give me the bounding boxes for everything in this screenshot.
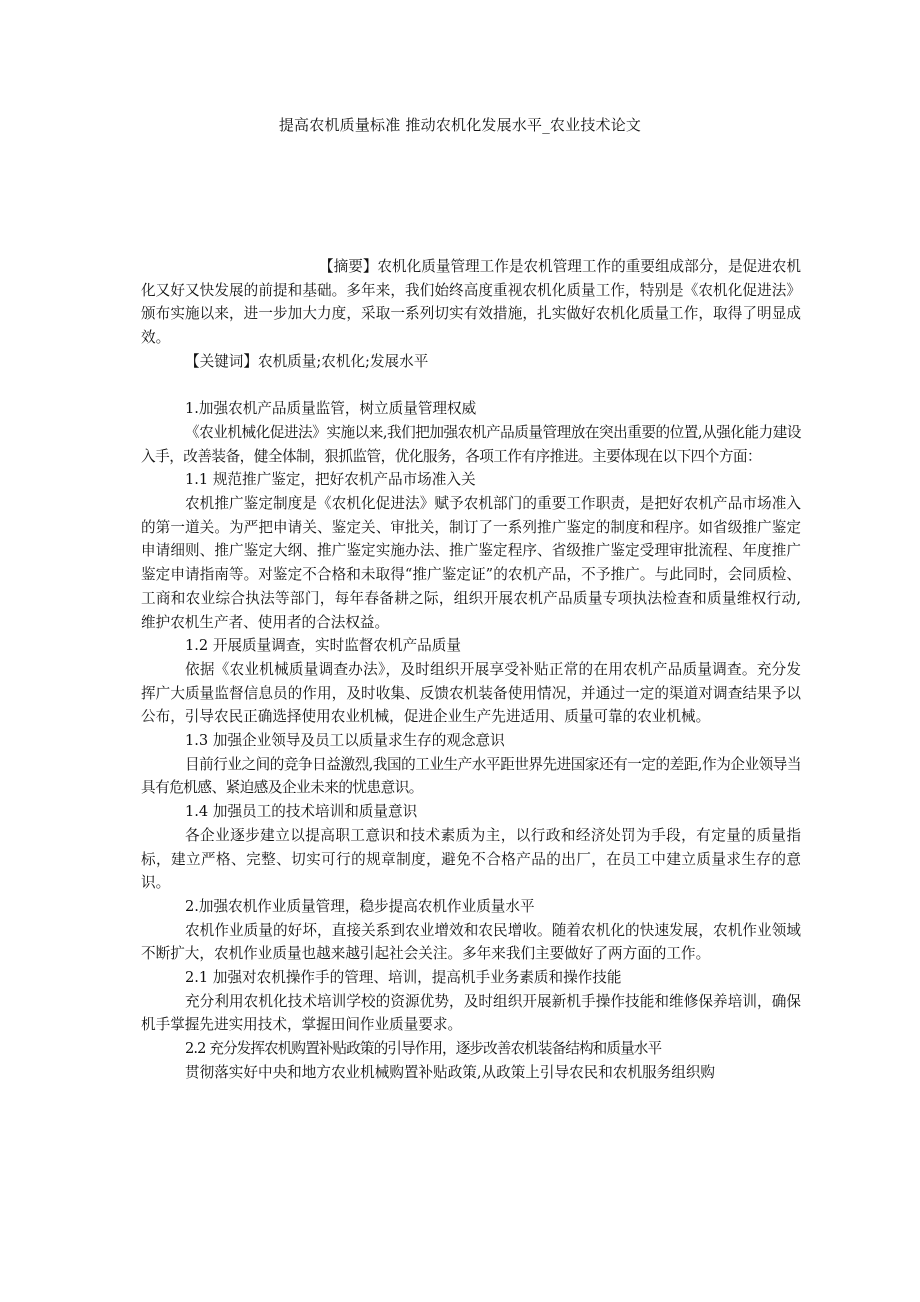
section-heading: 2.加强农机作业质量管理，稳步提高农机作业质量水平 [185,897,535,915]
keywords-line: 【关键词】农机质量;农机化;发展水平 [185,352,429,370]
body-paragraph: 《农业机械化促进法》实施以来,我们把加强农机产品质量管理放在突出重要的位置,从强化能力建设入手，改善装备，健全体制，狠抓监管，优化服务，各项工作有序推进。主要体现在以下四个方面： [141,423,801,465]
section-heading: 2.2 充分发挥农机购置补贴政策的引导作用，逐步改善农机装备结构和质量水平 [185,1040,662,1058]
blank-line [141,374,801,398]
body-paragraph: 贯彻落实好中央和地方农业机械购置补贴政策,从政策上引导农民和农机服务组织购 [185,1063,716,1081]
section-heading: 1.加强农机产品质量监管，树立质量管理权威 [185,400,477,418]
abstract-paragraph: 【摘要】农机化质量管理工作是农机管理工作的重要组成部分，是促进农机化又好又快发展的前提和基础。多年来，我们始终高度重视农机化质量工作，特别是《农机化促进法》颁布实施以来，进一步加大力度，采取一系列切实有效措施，扎实做好农机化质量工作，取得了明显成效。 [141,258,801,347]
section-heading: 1.2 开展质量调查，实时监督农机产品质量 [185,637,461,655]
section-heading: 2.1 加强对农机操作手的管理、培训，提高机手业务素质和操作技能 [185,969,622,987]
body-paragraph: 各企业逐步建立以提高职工意识和技术素质为主，以行政和经济处罚为手段，有定量的质量指标，建立严格、完整、切实可行的规章制度，避免不合格产品的出厂，在员工中建立质量求生存的意识。 [141,826,801,892]
section-heading: 1.1 规范推广鉴定，把好农机产品市场准入关 [185,471,476,489]
body-paragraph: 目前行业之间的竞争日益激烈,我国的工业生产水平距世界先进国家还有一定的差距,作为企业领导当具有危机感、紧迫感及企业未来的忧患意识。 [141,755,801,797]
section-heading: 1.4 加强员工的技术培训和质量意识 [185,803,418,821]
article-body [141,255,801,1085]
body-paragraph: 农机推广鉴定制度是《农机化促进法》赋予农机部门的重要工作职责，是把好农机产品市场准入的第一道关。为严把申请关、鉴定关、审批关，制订了一系列推广鉴定的制度和程序。如省级推广鉴定申请细则、推广鉴定大纲、推广鉴定实施办法、推广鉴定程序、省级推广鉴定受理审批流程、年度推广鉴定申请指南等。对鉴定不合格和未取得“推广鉴定证”的农机产品，不予推广。与此同时，会同质检、工商和农业综合执法等部门，每年春备耕之际，组织开展农机产品质量专项执法检查和质量维权行动,维护农机生产者、使用者的合法权益。 [141,495,801,631]
body-paragraph: 充分利用农机化技术培训学校的资源优势，及时组织开展新机手操作技能和维修保养培训，确保机手掌握先进实用技术，掌握田间作业质量要求。 [141,992,801,1034]
body-paragraph: 依据《农业机械质量调查办法》，及时组织开展享受补贴正常的在用农机产品质量调查。充分发挥广大质量监督信息员的作用，及时收集、反馈农机装备使用情况，并通过一定的渠道对调查结果予以公布，引导农民正确选择使用农业机械，促进企业生产先进适用、质量可靠的农业机械。 [141,660,801,726]
body-paragraph: 农机作业质量的好坏，直接关系到农业增效和农民增收。随着农机化的快速发展，农机作业领域不断扩大，农机作业质量也越来越引起社会关注。多年来我们主要做好了两方面的工作。 [141,921,801,963]
page-title: 提高农机质量标准 推动农机化发展水平_农业技术论文 [278,116,642,134]
section-heading: 1.3 加强企业领导及员工以质量求生存的观念意识 [185,732,505,750]
